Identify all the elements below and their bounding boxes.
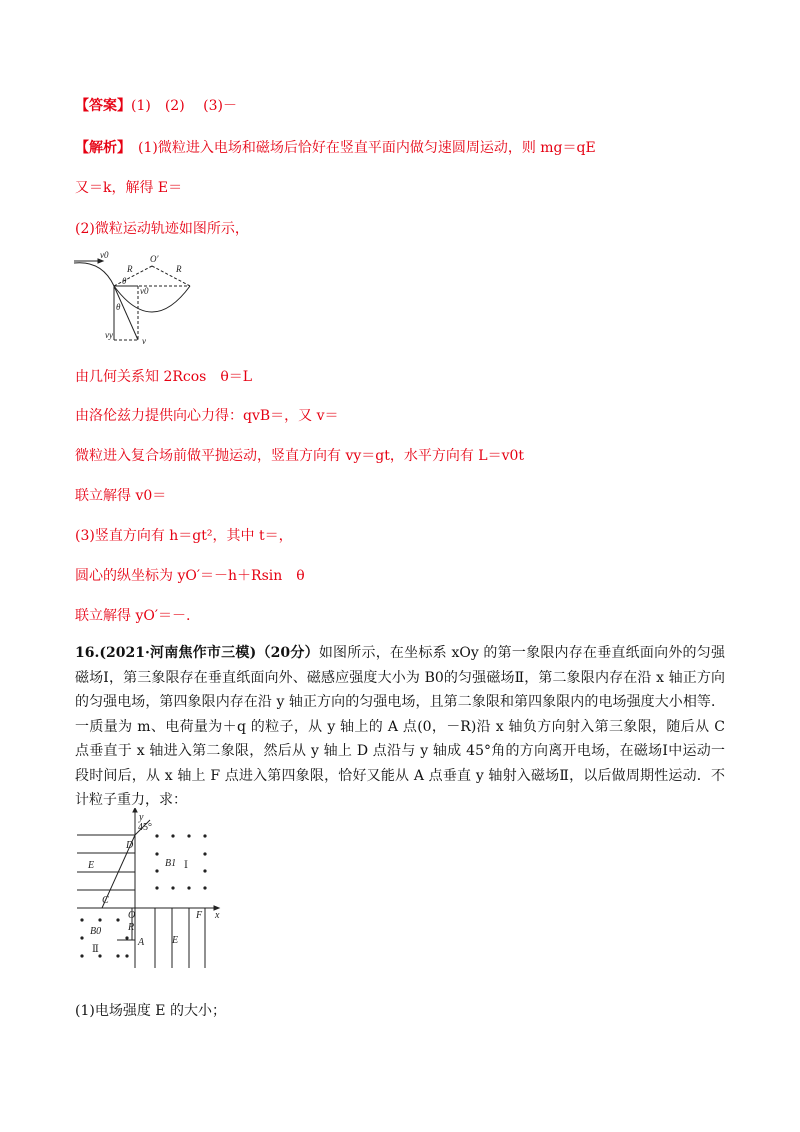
incoming-trajectory bbox=[74, 263, 114, 286]
solution-line: (2)微粒运动轨迹如图所示， bbox=[75, 221, 249, 237]
circular-arc bbox=[114, 286, 190, 312]
analysis-text: (1)微粒进入电场和磁场后恰好在竖直平面内做匀速圆周运动，则 mg＝qE bbox=[124, 140, 596, 156]
d-label: D bbox=[126, 840, 134, 851]
answer-text: (1) (2) (3)－ bbox=[131, 98, 237, 114]
v0-label-small: v0 bbox=[140, 286, 149, 296]
theta-label-bottom: θ bbox=[116, 302, 121, 312]
trajectory-figure bbox=[72, 248, 212, 348]
problem-number: 16. bbox=[75, 645, 100, 661]
analysis-label: 【解析】 bbox=[75, 140, 124, 156]
y-axis-label: y bbox=[139, 812, 144, 823]
solution-line: 联立解得 v0＝ bbox=[75, 488, 167, 504]
theta-label-top: θ bbox=[122, 276, 127, 286]
velocity-line bbox=[114, 286, 138, 340]
coordinate-figure bbox=[72, 808, 232, 973]
solution-line: 微粒进入复合场前做平抛运动，竖直方向有 vy＝gt，水平方向有 L＝v0t bbox=[75, 448, 525, 464]
solution-line: 由几何关系知 2Rcos θ＝L bbox=[75, 369, 253, 385]
v-label: v bbox=[142, 336, 146, 346]
problem-source: (2021·河南焦作市三模)（20分） bbox=[99, 645, 319, 661]
x-axis-label: x bbox=[215, 910, 220, 921]
o-label: O bbox=[128, 910, 136, 921]
radius-line-right bbox=[152, 266, 190, 286]
problem-text: 如图所示，在坐标系 xOy 的第一象限内存在垂直纸面向外的匀强磁场Ⅰ，第三象限存在垂直纸面向外、磁感应强度大小为 B0的匀强磁场Ⅱ，第二象限内存在沿 x 轴正方向的匀强电场，第四象限内存在沿 y 轴正方向的匀强电场，且第二象限和第四象限内的电场强度大小相等．一质量为 m、电荷量为＋q 的粒子，从 y 轴上的 A 点(0，－R)沿 x 轴负方向射入第三象限，随后从 C 点垂直于 x 轴进入第二象限，然后从 y 轴上 D 点沿与 y 轴成 45°角的方向离开电场，在磁场Ⅰ中运动一段时间后，从 x 轴上 F 点进入第四象限，恰好又能从 A 点垂直 y 轴射入磁场Ⅱ，以后做周期性运动．不计粒子重力，求： bbox=[75, 645, 725, 808]
analysis-line bbox=[75, 137, 596, 157]
radius-line-left bbox=[114, 266, 152, 286]
r-label-left: R bbox=[127, 264, 133, 274]
e-label-left: E bbox=[88, 860, 95, 871]
answer-label: 【答案】 bbox=[75, 98, 131, 114]
b1-label: B1 bbox=[165, 858, 177, 869]
r-label: R bbox=[128, 922, 135, 933]
f-label: F bbox=[196, 910, 203, 921]
o-prime-label: O′ bbox=[150, 254, 159, 264]
solution-line: 圆心的纵坐标为 yO′＝－h＋Rsin θ bbox=[75, 568, 305, 584]
solution-line: 又＝k，解得 E＝ bbox=[75, 180, 183, 196]
v0-label: v0 bbox=[100, 250, 109, 260]
solution-line: 联立解得 yO′＝－. bbox=[75, 608, 191, 624]
problem-16 bbox=[75, 641, 725, 813]
angle-label: 45° bbox=[138, 822, 152, 833]
b0-label: B0 bbox=[90, 926, 102, 937]
region-two-label: Ⅱ bbox=[92, 944, 99, 955]
solution-line: (3)竖直方向有 h＝gt²，其中 t＝， bbox=[75, 528, 293, 544]
solution-line: 由洛伦兹力提供向心力得：qvB＝，又 v＝ bbox=[75, 408, 339, 424]
answer-line bbox=[75, 95, 237, 115]
e-label-right: E bbox=[172, 935, 179, 946]
vy-label: vy bbox=[105, 330, 113, 340]
r-label-right: R bbox=[176, 264, 182, 274]
region-one-label: Ⅰ bbox=[184, 860, 188, 871]
question-1: (1)电场强度 E 的大小； bbox=[75, 1003, 226, 1019]
c-label: C bbox=[102, 895, 109, 906]
a-label: A bbox=[138, 937, 145, 948]
